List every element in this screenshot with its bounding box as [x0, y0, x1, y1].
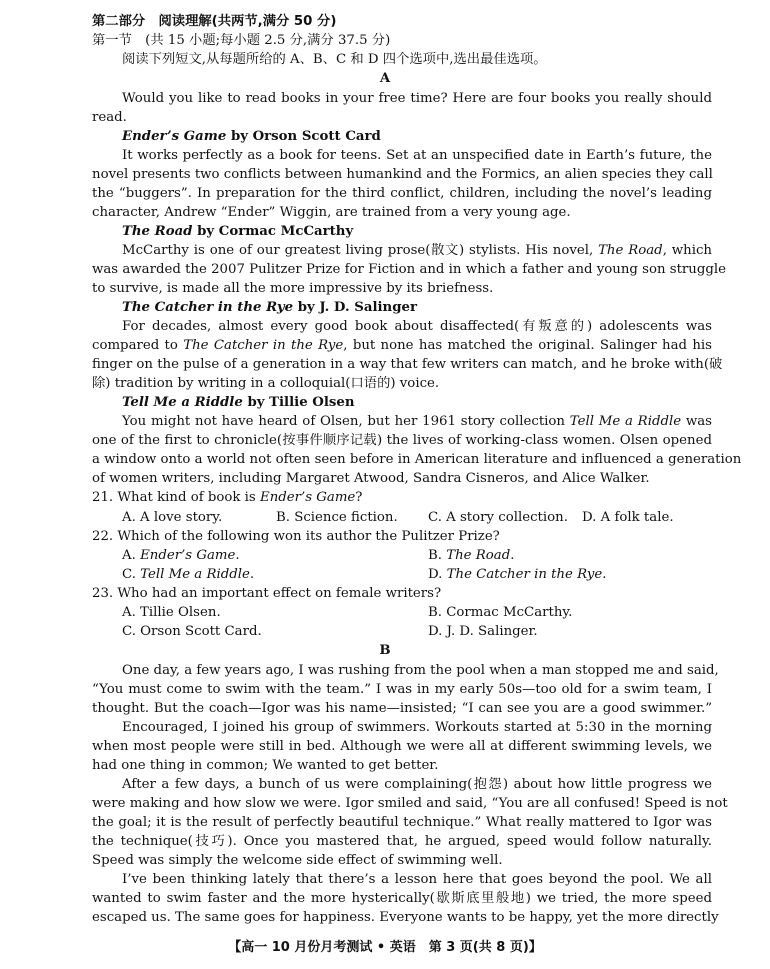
paragraph-line: escaped us. The same goes for happiness. Everyone wants to be happy, yet the more directly	[92, 910, 719, 925]
book-author: by Cormac McCarthy	[192, 224, 354, 239]
passage-a-intro-line: Would you like to read books in your free time? Here are four books you really should	[122, 91, 712, 106]
option-b[interactable]: B. Science fiction.	[276, 510, 398, 525]
question-21-stem	[92, 488, 770, 507]
book-title: The Road	[122, 224, 193, 239]
paragraph-line: thought. But the coach—Igor was his name—insisted; “I can see you are a good swimmer.”	[92, 701, 712, 716]
paragraph-line: the goal; it is the result of perfectly beautiful technique.” What really mattered to Igor was	[92, 815, 712, 830]
instruction: 阅读下列短文,从每题所给的 A、B、C 和 D 四个选项中,选出最佳选项。	[122, 52, 547, 67]
text-run: , but none has matched the original. Salinger had his	[343, 338, 712, 353]
paragraph-line: of women writers, including Margaret Atwood, Sandra Cisneros, and Alice Walker.	[92, 471, 650, 486]
passage-a-intro-line: read.	[92, 110, 127, 125]
option-label: A.	[122, 548, 141, 563]
text-run: 21. What kind of book is	[92, 490, 260, 505]
passage-b-label: B	[379, 643, 391, 658]
paragraph-line: novel presents two conflicts between humankind and the Formics, an alien species they call	[92, 167, 713, 182]
option-a[interactable]: A. A love story.	[122, 510, 223, 525]
paragraph-line: 除) tradition by writing in a colloquial(口语的) voice.	[92, 376, 440, 391]
paragraph-line: was awarded the 2007 Pulitzer Prize for Fiction and in which a father and young son struggle	[92, 262, 726, 277]
paragraph-line: a window onto a world not often seen before in American literature and influenced a generation	[92, 452, 742, 467]
italic-title: Tell Me a Riddle	[569, 414, 682, 429]
paragraph-line: finger on the pulse of a generation in a way that few writers can match, and he broke with(破	[92, 357, 723, 372]
paragraph-line	[122, 412, 712, 431]
question-22-stem: 22. Which of the following won its author the Pulitzer Prize?	[92, 529, 500, 544]
paragraph-line: the technique(技巧). Once you mastered that, he argued, speed would follow naturally.	[92, 834, 712, 849]
italic-title: Ender’s Game	[259, 490, 356, 505]
book-title: Ender’s Game	[122, 129, 227, 144]
text-run: McCarthy is one of our greatest living prose(散文) stylists. His novel,	[122, 243, 599, 258]
text-run: ?	[355, 490, 363, 505]
option-d[interactable]	[428, 565, 607, 584]
paragraph-line: were making and how slow we were. Igor smiled and said, “You are all confused! Speed is not	[92, 796, 728, 811]
italic-title: The Catcher in the Rye	[183, 338, 344, 353]
paragraph-line: had one thing in common; We wanted to get better.	[92, 758, 439, 773]
paragraph-line: character, Andrew “Ender” Wiggin, are trained from a very young age.	[92, 205, 571, 220]
option-a[interactable]: A. Tillie Olsen.	[122, 605, 221, 620]
paragraph-line: I’ve been thinking lately that there’s a lesson here that goes beyond the pool. We all	[122, 872, 712, 887]
part-title: 第二部分 阅读理解(共两节,满分 50 分)	[92, 14, 337, 29]
paragraph-line: to survive, is made all the more impressive by its briefness.	[92, 281, 494, 296]
question-23-options-row2	[0, 622, 770, 641]
paragraph-line	[122, 241, 712, 260]
text-run: You might not have heard of Olsen, but her 1961 story collection	[122, 414, 570, 429]
passage-a-label: A	[379, 71, 391, 86]
text-run: .	[510, 548, 515, 563]
section-title: 第一节 (共 15 小题;每小题 2.5 分,满分 37.5 分)	[92, 33, 391, 48]
italic-title: Tell Me a Riddle	[140, 567, 250, 582]
option-c[interactable]: C. A story collection.	[428, 510, 568, 525]
question-21-options	[0, 508, 770, 527]
italic-title: Ender’s Game	[140, 548, 236, 563]
option-label: C.	[122, 567, 141, 582]
question-23-options-row1	[0, 603, 770, 622]
paragraph-line: Encouraged, I joined his group of swimmers. Workouts started at 5:30 in the morning	[122, 720, 712, 735]
option-c[interactable]	[122, 565, 254, 584]
option-d[interactable]: D. A folk tale.	[582, 510, 674, 525]
paragraph-line: After a few days, a bunch of us were complaining(抱怨) about how little progress we	[122, 777, 712, 792]
text-run: , which	[662, 243, 712, 258]
book-title: Tell Me a Riddle	[122, 395, 243, 410]
paragraph-line: It works perfectly as a book for teens. Set at an unspecified date in Earth’s future, the	[122, 148, 712, 163]
paragraph-line: wanted to swim faster and the more hysterically(歇斯底里般地) we tried, the more speed	[92, 891, 712, 906]
italic-title: The Road	[598, 243, 663, 258]
paragraph-line: Speed was simply the welcome side effect of swimming well.	[92, 853, 503, 868]
question-23-stem: 23. Who had an important effect on female writers?	[92, 586, 442, 601]
italic-title: The Road	[446, 548, 511, 563]
paragraph-line: one of the first to chronicle(按事件顺序记载) the lives of working-class women. Olsen opened	[92, 433, 712, 448]
option-b[interactable]: B. Cormac McCarthy.	[428, 605, 573, 620]
option-c[interactable]: C. Orson Scott Card.	[122, 624, 262, 639]
paragraph-line: the “buggers”. In preparation for the third conflict, children, including the novel’s leading	[92, 186, 712, 201]
book-title: The Catcher in the Rye	[122, 300, 294, 315]
book-heading-enders-game	[122, 127, 770, 146]
book-author: by Tillie Olsen	[242, 395, 355, 410]
option-a[interactable]	[122, 546, 240, 565]
text-run: compared to	[92, 338, 184, 353]
book-heading-catcher	[122, 298, 770, 317]
option-b[interactable]	[428, 546, 514, 565]
page-footer: 【高一 10 月份月考测试 • 英语 第 3 页(共 8 页)】	[228, 940, 542, 955]
paragraph-line	[92, 336, 712, 355]
paragraph-line: One day, a few years ago, I was rushing from the pool when a man stopped me and said,	[122, 663, 719, 678]
text-run: was	[681, 414, 712, 429]
book-heading-the-road	[122, 222, 770, 241]
italic-title: The Catcher in the Rye	[446, 567, 603, 582]
option-label: B.	[428, 548, 447, 563]
text-run: .	[602, 567, 607, 582]
paragraph-line: “You must come to swim with the team.” I was in my early 50s—too old for a swim team, I	[92, 682, 712, 697]
text-run: .	[249, 567, 255, 582]
question-22-options-row1	[0, 546, 770, 565]
book-heading-riddle	[122, 393, 770, 412]
book-author: by Orson Scott Card	[226, 129, 381, 144]
paragraph-line: when most people were still in bed. Although we were all at different swimming levels, we	[92, 739, 712, 754]
book-author: by J. D. Salinger	[293, 300, 417, 315]
paragraph-line: For decades, almost every good book about disaffected(有叛意的) adolescents was	[122, 319, 712, 334]
text-run: .	[235, 548, 240, 563]
option-label: D.	[428, 567, 447, 582]
option-d[interactable]: D. J. D. Salinger.	[428, 624, 538, 639]
question-22-options-row2	[0, 565, 770, 584]
